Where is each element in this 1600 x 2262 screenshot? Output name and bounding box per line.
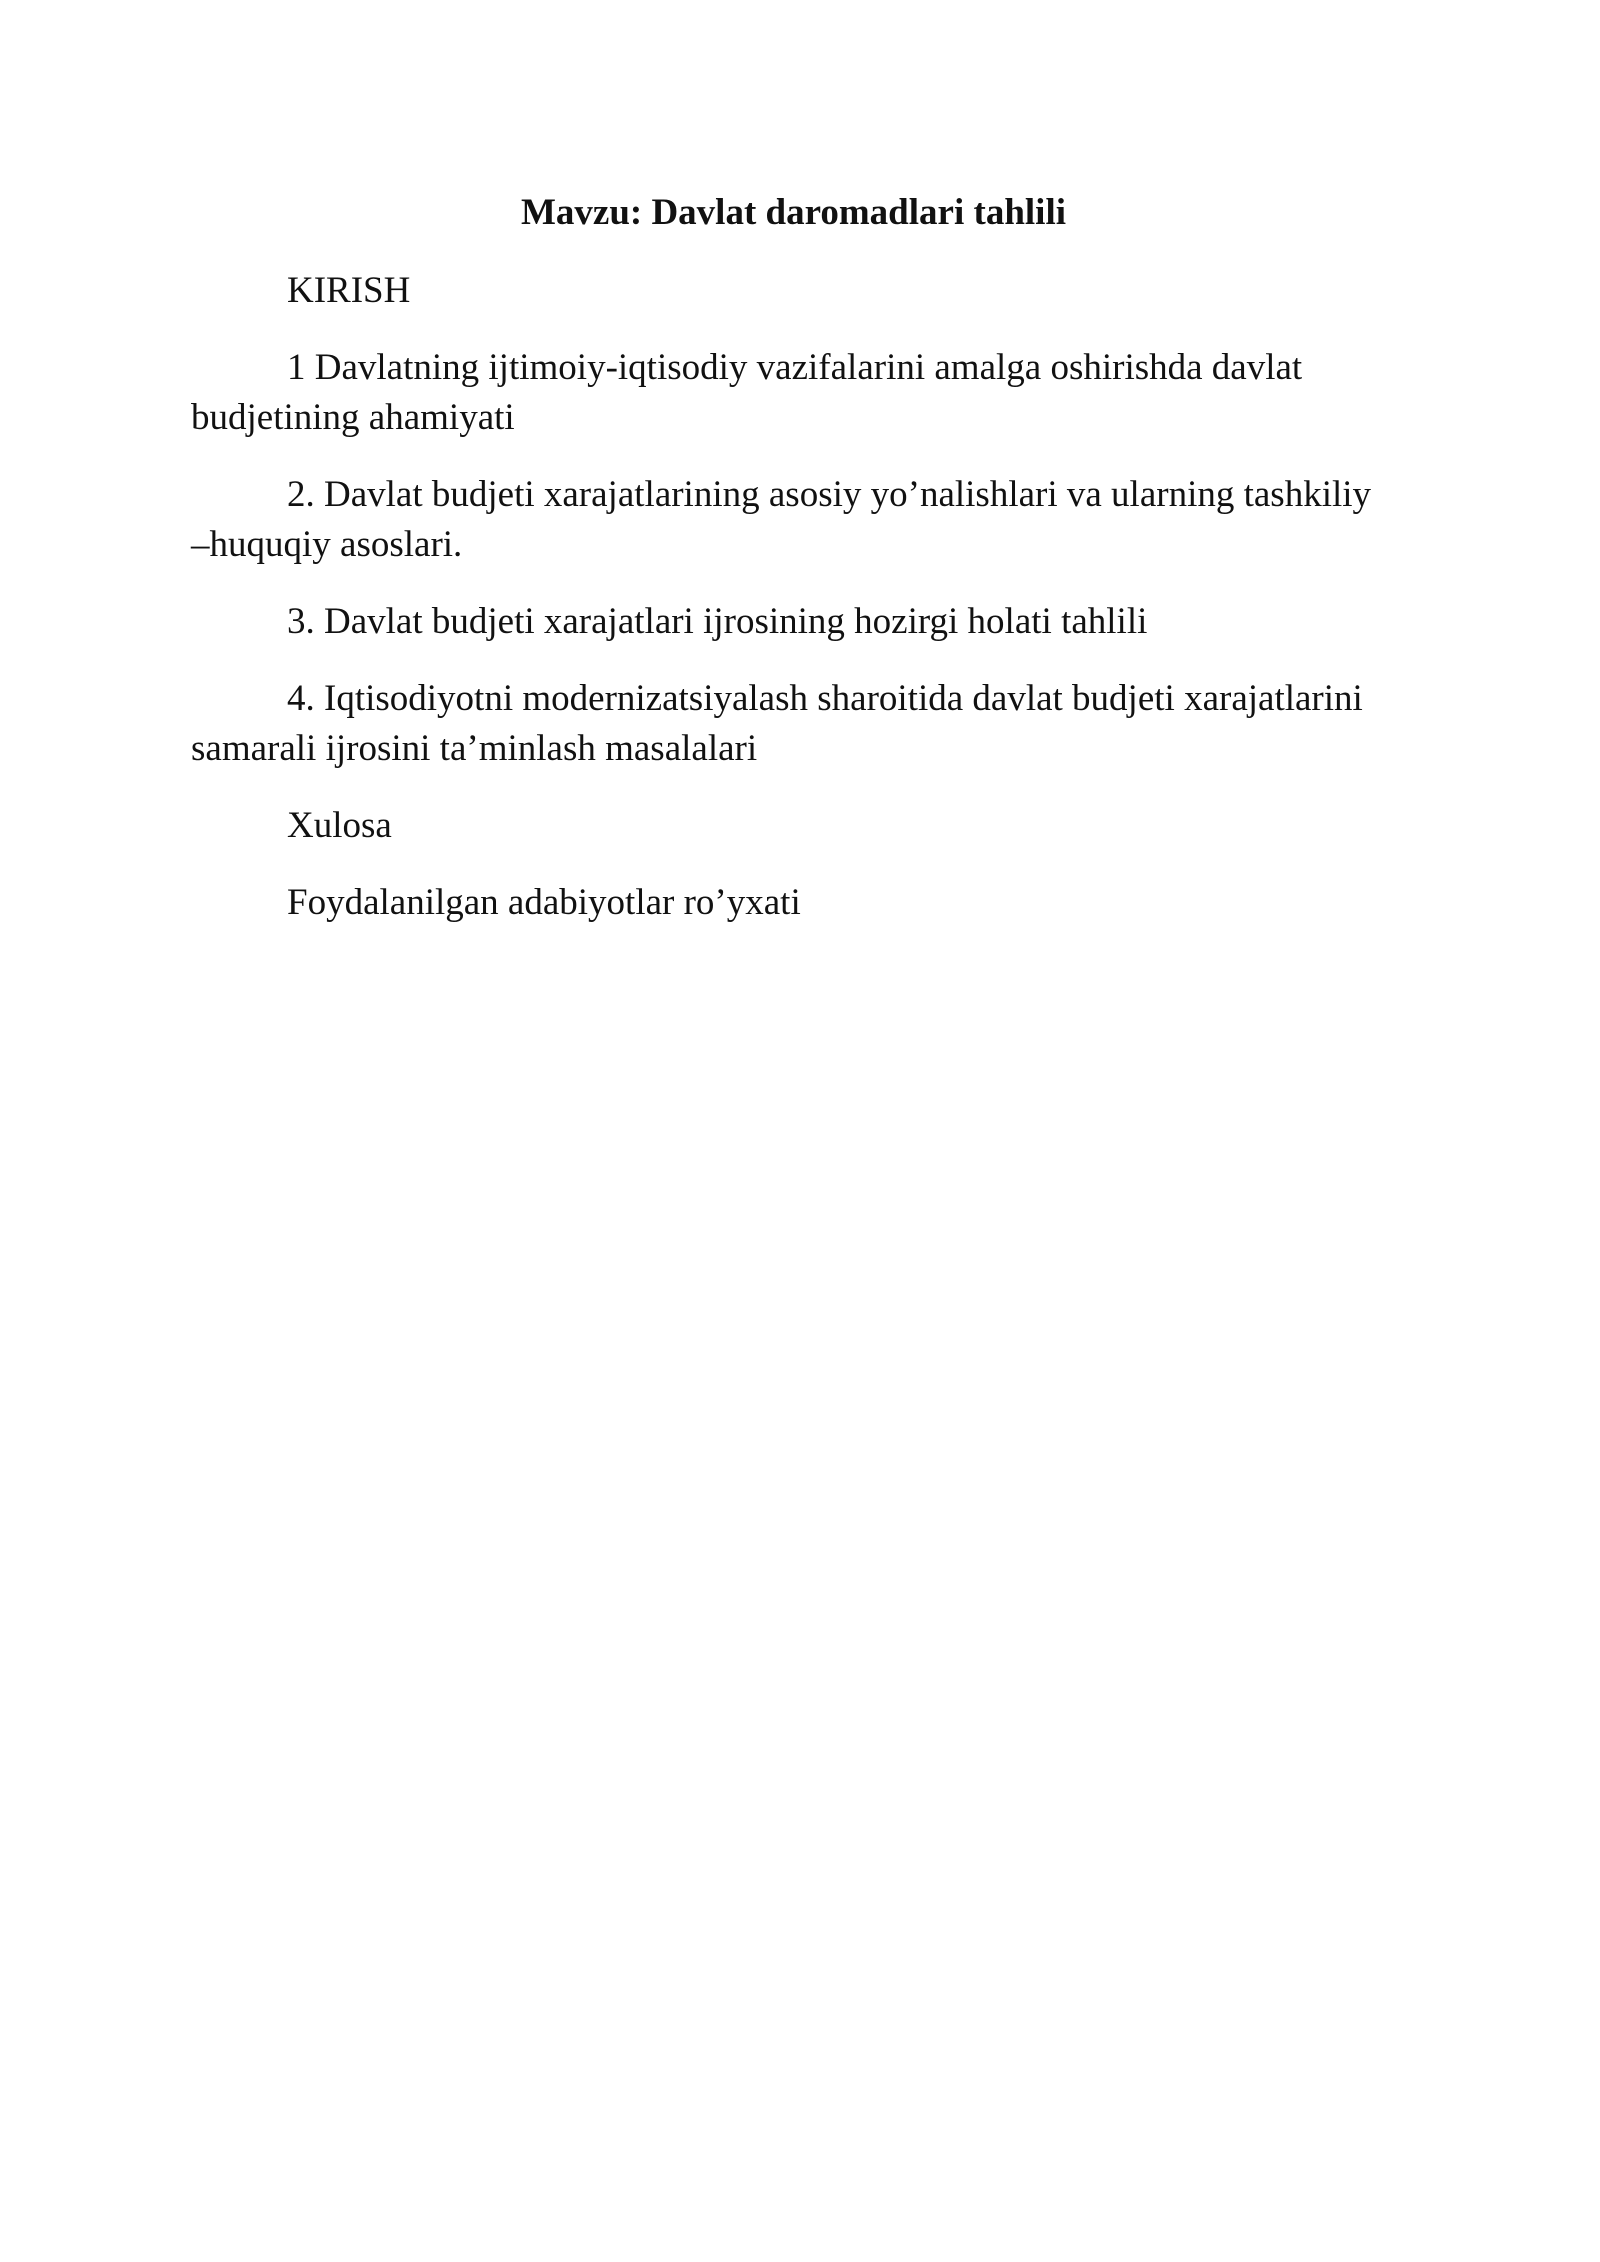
toc-item-introduction: KIRISH bbox=[287, 270, 411, 311]
toc-item-conclusion: Xulosa bbox=[287, 805, 392, 846]
document-title: Mavzu: Davlat daromadlari tahlili bbox=[520, 192, 1067, 233]
toc-item-4: 4. Iqtisodiyotni modernizatsiyalash sharoitida davlat budjeti xarajatlarini samarali ijrosini ta’minlash masalalari bbox=[191, 678, 1363, 769]
toc-item-1: 1 Davlatning ijtimoiy-iqtisodiy vazifalarini amalga oshirishda davlat budjetining ahamiyati bbox=[191, 347, 1303, 438]
document-content bbox=[191, 188, 1396, 928]
toc-item-3: 3. Davlat budjeti xarajatlari ijrosining hozirgi holati tahlili bbox=[287, 601, 1148, 642]
toc-item-2: 2. Davlat budjeti xarajatlarining asosiy yo’nalishlari va ularning tashkiliy –huquqiy asoslari. bbox=[191, 474, 1372, 565]
toc-item-references: Foydalanilgan adabiyotlar ro’yxati bbox=[287, 882, 801, 923]
